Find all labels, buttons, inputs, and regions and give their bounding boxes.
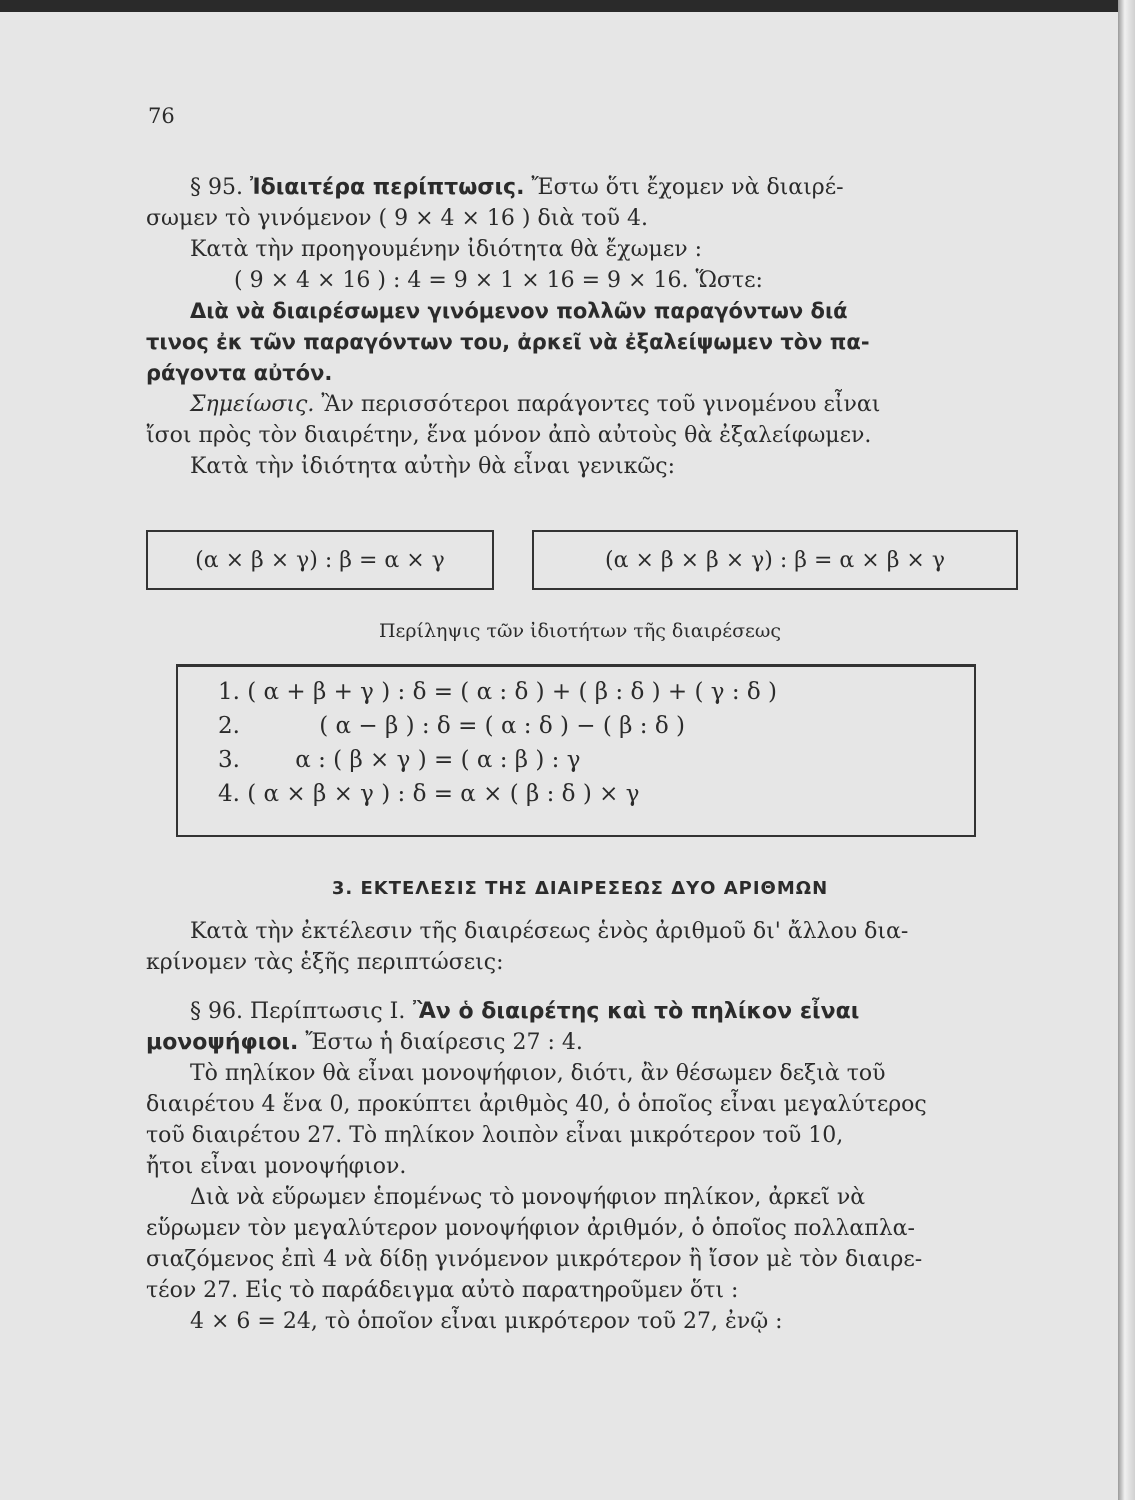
summary-row-number: 3. <box>218 747 240 773</box>
formula-box-left <box>146 530 494 590</box>
summary-row-1 <box>218 679 777 705</box>
section-96-line-1 <box>146 996 1014 1027</box>
section-number: § 95. <box>190 175 243 200</box>
note-label: Σημείωσις. <box>190 392 315 417</box>
section-95 <box>146 172 1014 482</box>
summary-row-expr: ( α × β × γ ) : δ = α × ( β : δ ) × γ <box>247 781 640 807</box>
section-96-bold-1: Ἂν ὁ διαιρέτης καὶ τὸ πηλίκον εἶναι <box>405 999 860 1024</box>
rule-line-1: Διὰ νὰ διαιρέσωμεν γινόμενον πολλῶν παραγόντων διά <box>190 299 848 323</box>
summary-title: Περίληψις τῶν ἰδιοτήτων τῆς διαιρέσεως <box>378 620 782 642</box>
summary-row-expr: ( α − β ) : δ = ( α : δ ) − ( β : δ ) <box>319 713 685 739</box>
intro-paragraph <box>146 916 1014 978</box>
formula-right: (α × β × β × γ) : β = α × β × γ <box>605 547 945 573</box>
note-line-1-text: Ἂν περισσότεροι παράγοντες τοῦ γινομένου εἶναι <box>314 392 881 417</box>
section-95-line-3: Κατὰ τὴν προηγουμένην ἰδιότητα θὰ ἔχωμεν : <box>190 237 702 262</box>
summary-row-number: 1. <box>218 679 240 705</box>
page-number: 76 <box>148 104 175 128</box>
intro-line-1: Κατὰ τὴν ἐκτέλεσιν τῆς διαιρέσεως ἑνὸς ἀριθμοῦ δι' ἄλλου δια- <box>190 919 909 944</box>
para1-line-2: διαιρέτου 4 ἕνα 0, προκύπτει ἀριθμὸς 40, ὁ ὁποῖος εἶναι μεγαλύτερος <box>146 1092 927 1117</box>
para2-line-2: εὕρωμεν τὸν μεγαλύτερον μονοψήφιον ἀριθμόν, ὁ ὁποῖος πολλαπλα- <box>146 1216 915 1241</box>
summary-row-expr: ( α + β + γ ) : δ = ( α : δ ) + ( β : δ ) + ( γ : δ ) <box>247 679 778 705</box>
para1-line-1: Τὸ πηλίκον θὰ εἶναι μονοψήφιον, διότι, ἂν θέσωμεν δεξιὰ τοῦ <box>190 1061 886 1086</box>
note-line-3: Κατὰ τὴν ἰδιότητα αὐτὴν θὰ εἶναι γενικῶς: <box>190 454 676 479</box>
summary-row-4 <box>218 781 639 807</box>
page-edge <box>1118 0 1135 1500</box>
para2-line-3: σιαζόμενος ἐπὶ 4 νὰ δίδῃ γινόμενον μικρότερον ἢ ἴσον μὲ τὸν διαιρε- <box>146 1247 923 1272</box>
section-title: Ἰδιαιτέρα περίπτωσις. <box>249 175 525 200</box>
summary-row-number: 4. <box>218 781 240 807</box>
para2-line-4: τέον 27. Εἰς τὸ παράδειγμα αὐτὸ παρατηροῦμεν ὅτι : <box>146 1278 739 1303</box>
para1-line-3: τοῦ διαιρέτου 27. Τὸ πηλίκον λοιπὸν εἶναι μικρότερον τοῦ 10, <box>146 1123 844 1148</box>
section-95-line-1-rest: Ἔστω ὅτι ἔχομεν νὰ διαιρέ- <box>524 175 844 200</box>
summary-box <box>176 664 976 837</box>
section-96-line-2 <box>146 1027 1014 1058</box>
summary-row-3 <box>218 747 580 773</box>
section-96-bold-2: μονοψήφιοι. <box>146 1030 299 1055</box>
book-page <box>0 12 1118 1500</box>
summary-row-number: 2. <box>218 713 240 739</box>
rule-line-3: ράγοντα αὐτόν. <box>146 361 333 385</box>
section-96-rest: Ἔστω ἡ διαίρεσις 27 : 4. <box>298 1030 583 1055</box>
rule-line-2: τινος ἐκ τῶν παραγόντων του, ἀρκεῖ νὰ ἐξαλείψωμεν τὸν πα- <box>146 330 870 354</box>
formula-left: (α × β × γ) : β = α × γ <box>195 547 445 573</box>
note-line-1 <box>146 389 1014 420</box>
formula-box-right <box>532 530 1018 590</box>
note-line-2: ἴσοι πρὸς τὸν διαιρέτην, ἕνα μόνον ἀπὸ αὐτοὺς θὰ ἐξαλείφωμεν. <box>146 423 872 448</box>
section-96-number: § 96. Περίπτωσις Ι. <box>190 999 406 1024</box>
para1-line-4: ἤτοι εἶναι μονοψήφιον. <box>146 1154 407 1179</box>
summary-row-2 <box>218 713 685 739</box>
intro-line-2: κρίνομεν τὰς ἑξῆς περιπτώσεις: <box>146 950 504 975</box>
para2-line-5: 4 × 6 = 24, τὸ ὁποῖον εἶναι μικρότερον τοῦ 27, ἐνῷ : <box>190 1309 783 1334</box>
para2-line-1: Διὰ νὰ εὕρωμεν ἑπομένως τὸ μονοψήφιον πηλίκον, ἀρκεῖ νὰ <box>190 1185 866 1210</box>
section-96 <box>146 996 1014 1337</box>
section-95-line-4: ( 9 × 4 × 16 ) : 4 = 9 × 1 × 16 = 9 × 16. Ὥστε: <box>234 268 763 293</box>
summary-row-expr: α : ( β × γ ) = ( α : β ) : γ <box>295 747 581 773</box>
section-95-line-2: σωμεν τὸ γινόμενον ( 9 × 4 × 16 ) διὰ τοῦ 4. <box>146 206 648 231</box>
chapter-heading: 3. ΕΚΤΕΛΕΣΙΣ ΤΗΣ ΔΙΑΙΡΕΣΕΩΣ ΔΥΟ ΑΡΙΘΜΩΝ <box>331 878 829 899</box>
section-95-line-1 <box>146 172 1014 203</box>
